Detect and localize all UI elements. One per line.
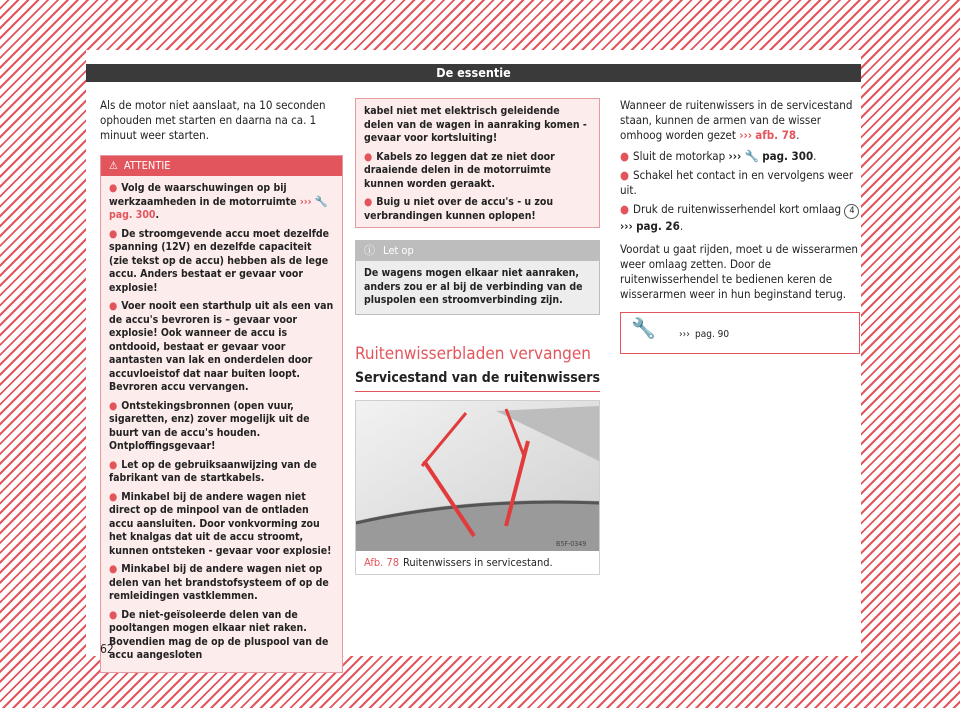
note-box — [355, 240, 600, 315]
intro-text: Als de motor niet aanslaat, na 10 seconden ophouden met starten en daarna na ca. 1 minuut weer starten. — [100, 98, 326, 142]
bullet-icon: ● — [364, 150, 373, 163]
bullet-icon: ● — [109, 182, 118, 194]
ref-arrow-icon: ››› — [299, 195, 312, 208]
warning-item: ● Buig u niet over de accu's - u zou verbrandingen kunnen oplopen! — [364, 196, 554, 222]
bullet-item: ● Druk de ruitenwisserhendel kort omlaag 4 ››› pag. 26. — [620, 202, 860, 234]
bullet-icon: ● — [620, 168, 630, 182]
car-hand-icon: 🔧 — [631, 316, 656, 340]
figure-ref[interactable]: afb. 78 — [755, 128, 797, 142]
warning-item: ● Volg de waarschuwingen op bij werkzaamheden in de motorruimte ››› 🔧 pag. 300. — [109, 182, 328, 221]
paragraph-2: Voordat u gaat rijden, moet u de wisserarmen weer omlaag zetten. Door de ruitenwisserhendel te bedienen keren de wisserarmen weer in hun beginstand terug. — [620, 242, 858, 301]
column-1 — [100, 98, 343, 673]
bullet-item: ● Schakel het contact in en vervolgens weer uit. — [620, 168, 854, 197]
warning-triangle-icon: ⚠ — [109, 159, 118, 172]
bullet-icon: ● — [109, 227, 118, 240]
figure-78 — [355, 400, 600, 575]
note-title: Let op — [383, 244, 414, 257]
wiper-illustration — [356, 401, 599, 551]
info-icon: ⓘ — [364, 244, 375, 257]
page-header: De essentie — [86, 64, 861, 82]
warning-item: ● Let op de gebruiksaanwijzing van de fabrikant van de startkabels. — [109, 458, 317, 484]
paragraph-1: Wanneer de ruitenwissers in de servicestand staan, kunnen de armen van de wisser omhoog worden gezet ››› afb. 78. — [620, 98, 853, 142]
warning-item: ● Kabels zo leggen dat ze niet door draaiende delen in de motorruimte kunnen worden geraakt. — [364, 150, 555, 190]
warning-item: ● Voer nooit een starthulp uit als een van de accu's bevroren is – gevaar voor explosie! Ook wanneer de accu is ontdooid, bestaat er gevaar voor aantasten van lak en onderdelen door accuvloeistof dat naar buiten loopt. Bevroren accu vervangen. — [109, 300, 334, 393]
subsection-title: Servicestand van de ruitenwissers — [355, 369, 600, 392]
page-ref[interactable]: pag. 300 — [762, 149, 814, 163]
warning-item: ● Ontstekingsbronnen (open vuur, sigaretten, enz) zover mogelijk uit de buurt van de accu's houden. Ontploffingsgevaar! — [109, 399, 310, 452]
bullet-item: ● Sluit de motorkap ››› 🔧 pag. 300. — [620, 149, 817, 163]
warning-item: ● Minkabel bij de andere wagen niet op delen van het brandstofsysteem of op de remleidingen vastklemmen. — [109, 563, 329, 602]
bullet-icon: ● — [109, 490, 118, 503]
figure-label: Afb. 78 — [364, 555, 400, 569]
warning-page-ref[interactable]: pag. 300 — [109, 209, 156, 221]
warning-header — [101, 156, 342, 176]
bullet-icon: ● — [620, 202, 630, 216]
bullet-icon: ● — [620, 149, 630, 163]
bullet-icon: ● — [109, 399, 118, 412]
warning-item: ● De niet-geïsoleerde delen van de pooltangen mogen elkaar niet raken. Bovendien mag de op de pluspool van de accu aangesloten — [109, 608, 329, 661]
column-2 — [355, 98, 600, 575]
warning-item: ● De stroomgevende accu moet dezelfde spanning (12V) en dezelfde capaciteit (zie tekst op de accu) hebben als de lege accu. Anders bestaat er gevaar voor explosie! — [109, 227, 330, 294]
column-3 — [620, 98, 860, 354]
ref-arrow-icon: ››› — [728, 149, 742, 163]
bullet-icon: ● — [109, 458, 118, 471]
maintenance-ref-box — [620, 312, 860, 354]
warning-cont-text: kabel niet met elektrisch geleidende delen van de wagen in aanraking komen - gevaar voor kortsluiting! — [364, 105, 587, 144]
warning-title: ATTENTIE — [123, 159, 171, 172]
ref-arrow-icon: ››› — [620, 219, 633, 233]
ref-arrow-icon: ››› — [679, 329, 690, 340]
warning-list — [101, 176, 342, 672]
bullet-icon: ● — [109, 300, 118, 312]
figure-code: B5F-0349 — [556, 539, 587, 548]
figure-caption: Afb. 78 Ruitenwissers in servicestand. — [364, 555, 553, 569]
warning-continuation-box — [355, 98, 600, 228]
bullet-icon: ● — [364, 196, 373, 208]
warning-box — [100, 155, 343, 673]
page-number: 62 — [100, 642, 114, 656]
section-title: Ruitenwisserbladen vervangen — [355, 343, 591, 364]
note-text: De wagens mogen elkaar niet aanraken, anders zou er al bij de verbinding van de pluspolen een stroomverbinding zijn. — [364, 267, 583, 306]
note-header — [356, 241, 599, 261]
bullet-icon: ● — [109, 608, 118, 621]
car-hand-icon: 🔧 — [314, 195, 328, 208]
manual-page — [86, 50, 861, 661]
warning-item: ● Minkabel bij de andere wagen niet direct op de minpool van de ontladen accu aansluiten. Door vonkvorming zou het knalgas dat uit de accu stroomt, kunnen ontsteken - gevaar voor explosie! — [109, 490, 332, 557]
bullet-icon: ● — [109, 563, 118, 575]
page-ref[interactable]: pag. 26 — [636, 219, 680, 233]
callout-number: 4 — [844, 204, 859, 219]
page-ref[interactable]: pag. 90 — [695, 329, 730, 340]
car-hand-icon: 🔧 — [744, 149, 759, 163]
ref-arrow-icon: ››› — [739, 128, 752, 142]
